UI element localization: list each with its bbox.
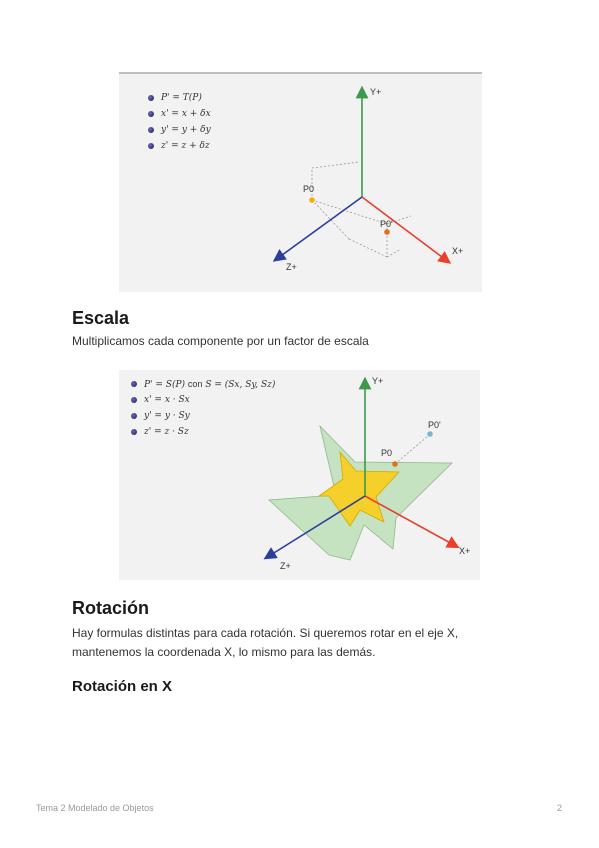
p0-translated-label: P0' — [380, 219, 393, 229]
escala-paragraph: Multiplicamos cada componente por un factor de escala — [72, 334, 369, 348]
formula-item: y' = y + δy — [148, 122, 211, 138]
x-axis-arrow — [362, 197, 446, 260]
footer-document-title: Tema 2 Modelado de Objetos — [36, 803, 154, 813]
point-p0-translated — [384, 229, 390, 235]
x-axis-label: X+ — [452, 246, 464, 256]
z-axis-label: Z+ — [286, 262, 297, 272]
formula-item: y' = y · Sy — [131, 408, 275, 424]
point-p0 — [309, 197, 315, 203]
z-axis-label: Z+ — [280, 561, 291, 571]
rotacion-paragraph: Hay formulas distintas para cada rotación. Si queremos rotar en el eje X, mantenemos la coordenada X, lo mismo para las demás. — [72, 626, 459, 659]
formula-item: P' = T(P) — [148, 90, 211, 106]
point-p0-scaled — [427, 431, 433, 437]
p0-scaled-label: P0' — [428, 420, 441, 430]
formula-con: con — [187, 379, 203, 389]
formula-item: x' = x + δx — [148, 106, 211, 122]
formula-item: x' = x · Sx — [131, 392, 275, 408]
scale-figure — [119, 370, 480, 580]
scale-guide-line — [395, 436, 428, 464]
translation-figure — [119, 72, 482, 292]
y-axis-label: Y+ — [372, 376, 384, 386]
x-axis-label: X+ — [459, 546, 471, 556]
formula-item: z' = z · Sz — [131, 424, 275, 440]
point-p0 — [392, 461, 398, 467]
p0-label: P0 — [303, 184, 315, 194]
footer-page-number: 2 — [557, 803, 563, 813]
formula-item: z' = z + δz — [148, 138, 211, 154]
section-heading-rotacion: Rotación — [72, 598, 150, 618]
translation-axes-diagram — [119, 74, 482, 292]
z-axis-arrow — [278, 197, 362, 258]
subheading-rotacion-x: Rotación en X — [72, 678, 173, 695]
section-heading-escala: Escala — [72, 308, 130, 328]
formula-lhs: P' = S(P) — [144, 380, 186, 390]
p0-label: P0 — [381, 448, 393, 458]
y-axis-label: Y+ — [370, 87, 382, 97]
formula-rhs: S = (Sx, Sy, Sz) — [205, 380, 276, 390]
scale-axes-diagram — [119, 370, 480, 580]
